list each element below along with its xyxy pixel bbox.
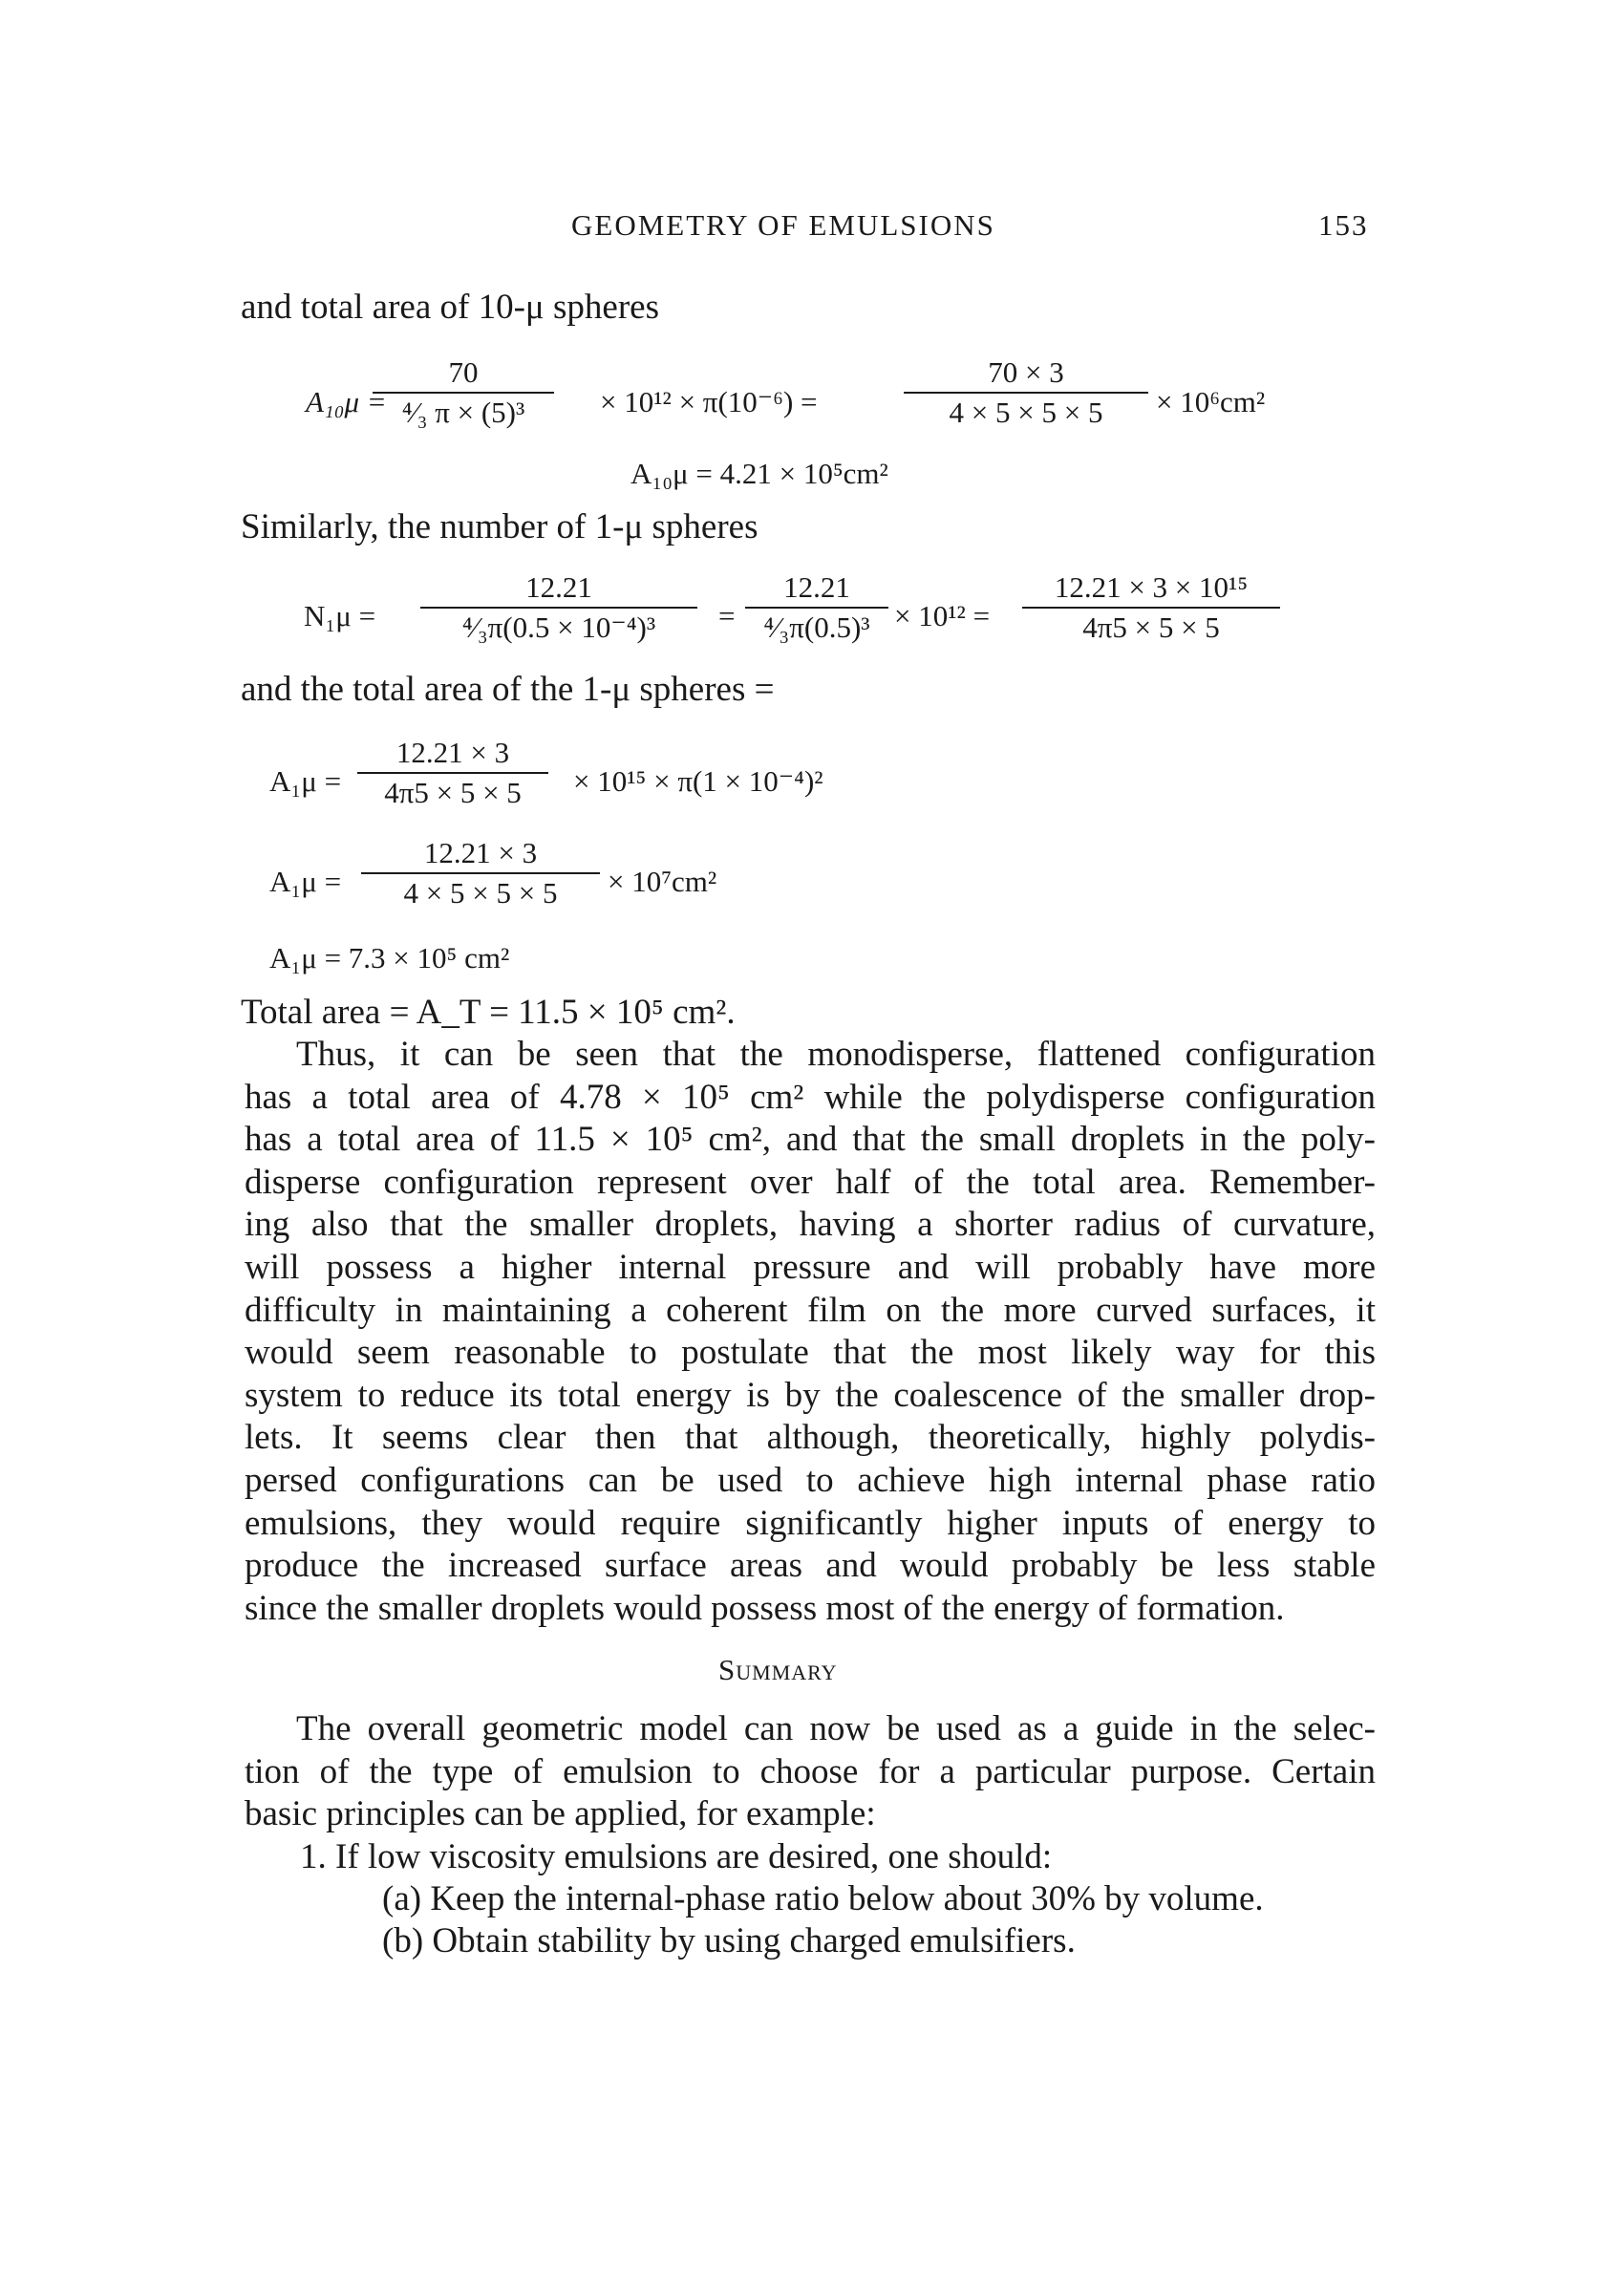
total-area: Total area = A_T = 11.5 × 10⁵ cm².: [241, 993, 736, 1032]
paragraph-1-line: difficulty in maintaining a coherent film on the more curved surfaces, it: [245, 1290, 1376, 1330]
eq3-fraction-3: [1022, 570, 1280, 645]
paragraph-1-line: persed configurations can be used to achieve high internal phase ratio: [245, 1460, 1376, 1500]
paragraph-1-line: has a total area of 4.78 × 10⁵ cm² while the polydisperse configuration: [245, 1077, 1376, 1117]
eq1-middle: × 10¹² × π(10⁻⁶) =: [600, 385, 818, 418]
eq5-numerator: 12.21 × 3: [423, 836, 538, 869]
eq5-fraction: [361, 836, 600, 911]
eq3-fraction-2: [745, 570, 888, 645]
list-subitem-a: (a) Keep the internal-phase ratio below about 30% by volume.: [382, 1879, 1264, 1918]
paragraph-1-line: system to reduce its total energy is by the coalescence of the smaller drop-: [245, 1375, 1376, 1415]
page-number: 153: [1318, 208, 1369, 242]
paragraph-1-line: since the smaller droplets would possess most of the energy of formation.: [245, 1588, 1285, 1628]
intro-1mu-area: and the total area of the 1-μ spheres =: [241, 670, 775, 709]
eq3-lhs: N₁μ =: [304, 599, 376, 632]
eq1-frac1-denominator: ⁴⁄₃ π × (5)³: [401, 396, 525, 429]
eq2: A₁₀μ = 4.21 × 10⁵cm²: [630, 457, 888, 490]
eq3-frac2-denominator: ⁴⁄₃π(0.5)³: [763, 611, 870, 644]
eq6: A₁μ = 7.3 × 10⁵ cm²: [269, 941, 510, 975]
paragraph-1-line: lets. It seems clear then that although, theoretically, highly polydis-: [245, 1418, 1376, 1458]
eq3-frac1-numerator: 12.21: [525, 570, 592, 604]
eq3-frac3-denominator: 4π5 × 5 × 5: [1082, 611, 1220, 644]
paragraph-1-line: emulsions, they would require significantly higher inputs of energy to: [245, 1503, 1376, 1543]
eq4-denominator: 4π5 × 5 × 5: [384, 776, 522, 809]
paragraph-1-line: ing also that the smaller droplets, having a shorter radius of curvature,: [245, 1205, 1376, 1245]
eq1-lhs: A₁₀μ =: [306, 385, 387, 418]
eq5-denominator: 4 × 5 × 5 × 5: [403, 876, 558, 910]
eq1-fraction-1: [373, 355, 554, 430]
paragraph-2-line: tion of the type of emulsion to choose for a particular purpose. Certain: [245, 1751, 1376, 1791]
eq1-fraction-2: [904, 355, 1148, 430]
eq1-frac2-denominator: 4 × 5 × 5 × 5: [949, 396, 1103, 429]
paragraph-2-line: The overall geometric model can now be used as a guide in the selec-: [296, 1709, 1376, 1748]
eq4-numerator: 12.21 × 3: [395, 736, 510, 769]
eq5-lhs: A₁μ =: [269, 865, 342, 898]
eq4-lhs: A₁μ =: [269, 764, 342, 798]
paragraph-1-line: has a total area of 11.5 × 10⁵ cm², and that the small droplets in the poly-: [245, 1120, 1376, 1160]
paragraph-1-line: disperse configuration represent over half of the total area. Remember-: [245, 1162, 1376, 1202]
paragraph-1: [245, 1034, 1376, 1630]
eq4-tail: × 10¹⁵ × π(1 × 10⁻⁴)²: [573, 764, 823, 798]
paragraph-2-line: basic principles can be applied, for example:: [245, 1794, 876, 1834]
paragraph-1-line: produce the increased surface areas and would probably be less stable: [245, 1546, 1376, 1586]
eq3-frac2-numerator: 12.21: [783, 570, 850, 604]
eq3-middle: × 10¹² =: [894, 599, 991, 632]
summary-heading: Summary: [718, 1653, 838, 1686]
eq1-frac1-numerator: 70: [448, 355, 479, 389]
eq4-fraction: [357, 736, 548, 810]
eq5-tail: × 10⁷cm²: [608, 865, 717, 898]
list-item-1: 1. If low viscosity emulsions are desired, one should:: [300, 1837, 1053, 1876]
paragraph-1-line: Thus, it can be seen that the monodisperse, flattened configuration: [296, 1035, 1376, 1074]
eq3-frac1-denominator: ⁴⁄₃π(0.5 × 10⁻⁴)³: [461, 611, 656, 644]
eq1-frac2-numerator: 70 × 3: [988, 355, 1064, 389]
eq1-tail: × 10⁶cm²: [1156, 385, 1266, 418]
eq3-fraction-1: [420, 570, 697, 645]
running-title: GEOMETRY OF EMULSIONS: [571, 208, 995, 242]
intro-10mu: and total area of 10-μ spheres: [241, 288, 659, 327]
eq3-frac3-numerator: 12.21 × 3 × 10¹⁵: [1054, 570, 1249, 604]
eq3-equals: =: [718, 599, 736, 632]
intro-1mu-number: Similarly, the number of 1-μ spheres: [241, 507, 759, 546]
paragraph-1-line: will possess a higher internal pressure and will probably have more: [245, 1247, 1376, 1287]
list-subitem-b: (b) Obtain stability by using charged emulsifiers.: [382, 1921, 1076, 1960]
paragraph-2: [245, 1708, 1376, 1836]
paragraph-1-line: would seem reasonable to postulate that the most likely way for this: [245, 1333, 1376, 1373]
